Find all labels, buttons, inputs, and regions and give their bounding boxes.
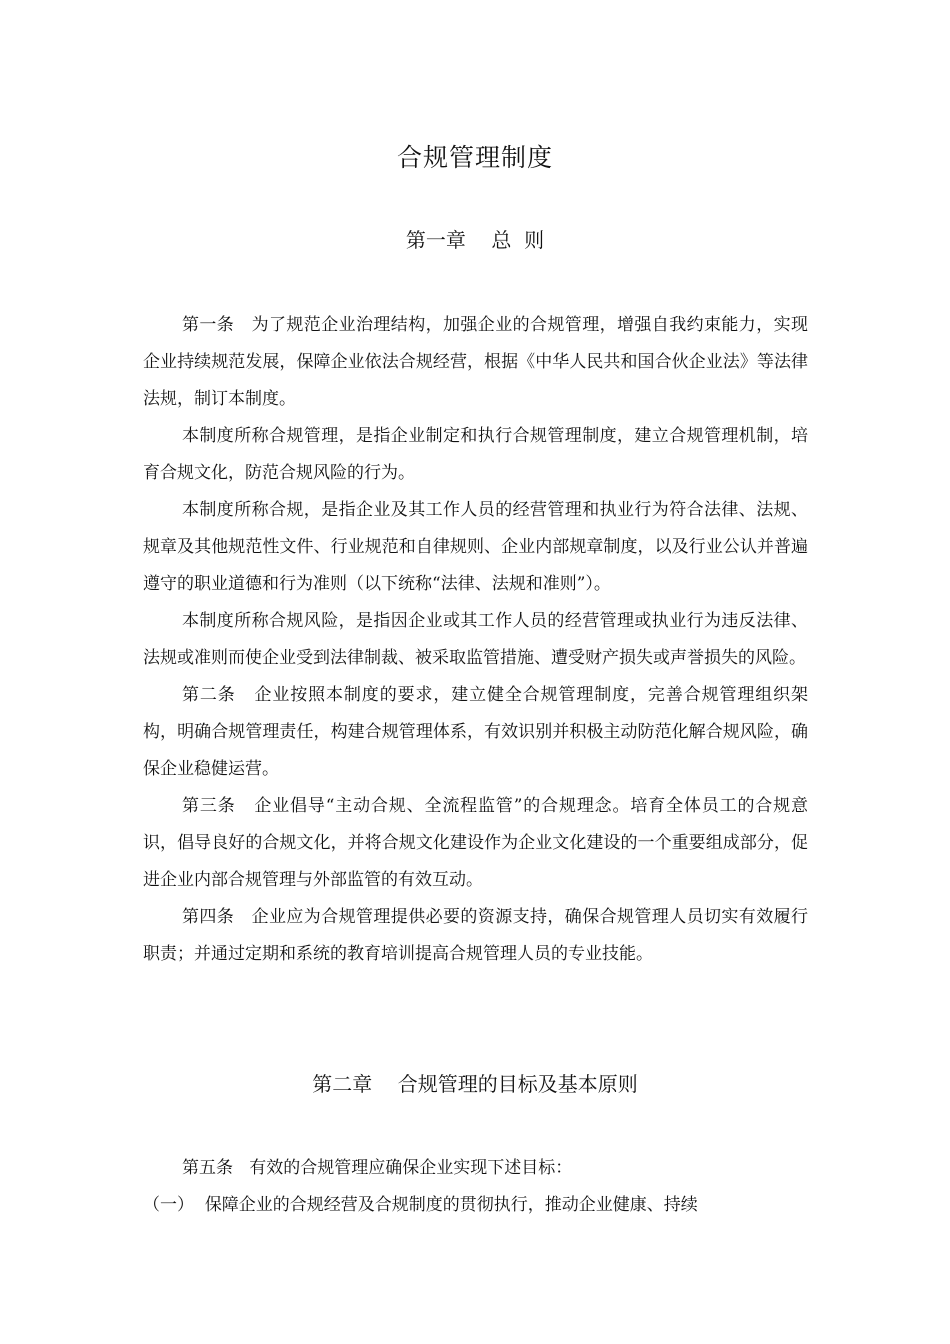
article-2-paragraph (143, 677, 808, 788)
paragraph-text: 本制度所称合规，是指企业及其工作人员的经营管理和执业行为符合法律、法规、规章及其他规范性文件、行业规范和自律规则、企业内部规章制度，以及行业公认并普遍遵守的职业道德和行为准则（以下统称“法律、法规和准则”）。 (143, 500, 808, 594)
article-3-paragraph (143, 788, 808, 899)
article-number: 第五条 (182, 1158, 250, 1178)
chapter-2-heading: 第二章 合规管理的目标及基本原则 (312, 1072, 638, 1096)
list-item-text: 保障企业的合规经营及合规制度的贯彻执行，推动企业健康、持续 (204, 1195, 698, 1215)
paragraph-text: 企业应为合规管理提供必要的资源支持，确保合规管理人员切实有效履行职责；并通过定期和系统的教育培训提高合规管理人员的专业技能。 (143, 907, 808, 964)
article-5-paragraph (143, 1150, 808, 1187)
definition-compliance-paragraph (143, 492, 808, 603)
definition-compliance-management-paragraph (143, 418, 808, 492)
list-item-1 (143, 1187, 808, 1224)
list-marker: （一） (143, 1195, 205, 1215)
paragraph-text: 企业按照本制度的要求，建立健全合规管理制度，完善合规管理组织架构，明确合规管理责任，构建合规管理体系，有效识别并积极主动防范化解合规风险，确保企业稳健运营。 (143, 685, 808, 779)
article-number: 第四条 (182, 907, 252, 927)
paragraph-text: 有效的合规管理应确保企业实现下述目标： (249, 1158, 573, 1178)
paragraph-text: 本制度所称合规风险，是指因企业或其工作人员的经营管理或执业行为违反法律、法规或准则而使企业受到法律制裁、被采取监管措施、遭受财产损失或声誉损失的风险。 (143, 611, 808, 668)
article-4-paragraph (143, 899, 808, 973)
chapter-1-body (143, 307, 808, 973)
paragraph-text: 企业倡导“主动合规、全流程监管”的合规理念。培育全体员工的合规意识，倡导良好的合规文化，并将合规文化建设作为企业文化建设的一个重要组成部分，促进企业内部合规管理与外部监管的有效互动。 (143, 796, 808, 890)
chapter-2-body (143, 1150, 808, 1224)
article-number: 第一条 (182, 315, 252, 335)
article-number: 第三条 (182, 796, 255, 816)
chapter-1-heading: 第一章 总 则 (405, 228, 545, 252)
paragraph-text: 本制度所称合规管理，是指企业制定和执行合规管理制度，建立合规管理机制，培育合规文化，防范合规风险的行为。 (143, 426, 808, 483)
article-1-paragraph (143, 307, 808, 418)
definition-compliance-risk-paragraph (143, 603, 808, 677)
article-number: 第二条 (182, 685, 255, 705)
document-title: 合规管理制度 (396, 143, 553, 172)
paragraph-text: 为了规范企业治理结构，加强企业的合规管理，增强自我约束能力，实现企业持续规范发展，保障企业依法合规经营，根据《中华人民共和国合伙企业法》等法律法规，制订本制度。 (143, 315, 808, 409)
